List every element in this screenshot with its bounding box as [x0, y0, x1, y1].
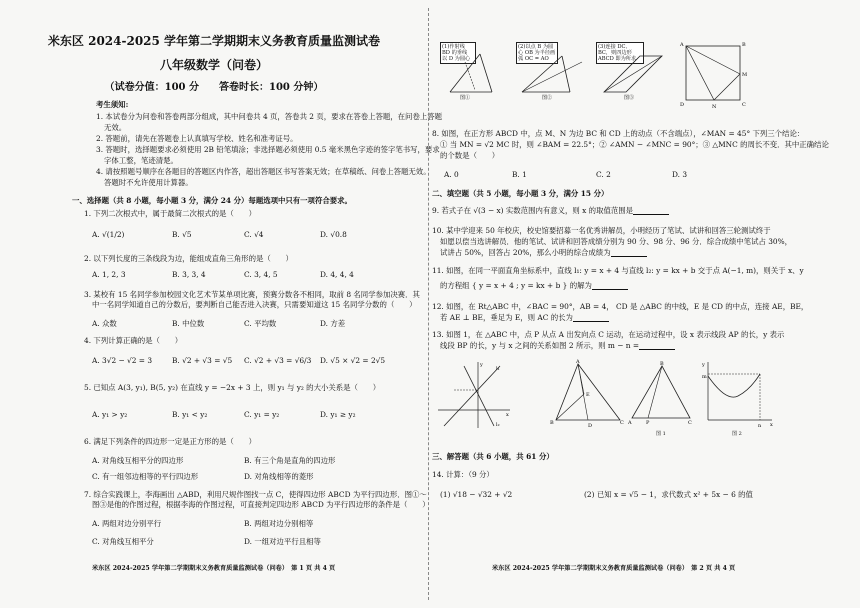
- svg-text:M: M: [742, 72, 748, 78]
- q1-option-b: B. √5: [172, 230, 192, 239]
- construction-figure-1: [440, 42, 502, 100]
- exam-subtitle: 八年级数学（问卷）: [159, 58, 268, 72]
- question-11-text: 的方程组 { y = x + 4 ; y = kx + b } 的解为: [440, 281, 592, 290]
- q8-option-a: A. 0: [444, 170, 459, 179]
- answer-blank: [611, 249, 647, 257]
- notice-line: 字体工整，笔迹清楚。: [104, 156, 178, 165]
- svg-text:B: B: [550, 420, 554, 426]
- section-2-heading: 二、填空题（共 5 小题，每小题 3 分，满分 15 分）: [432, 189, 609, 198]
- figure-2-caption: (2)以点 B 为圆心 OB 为半径画弧 OC = AO: [516, 42, 558, 64]
- question-8-line-3: 的个数是（ ）: [440, 151, 500, 160]
- svg-text:B: B: [660, 361, 664, 367]
- q6-option-c: C. 有一组邻边相等的平行四边形: [92, 472, 199, 481]
- svg-text:C: C: [688, 420, 692, 426]
- question-7-line-1: 7. 综合实践课上，李海画出 △ABD，利用尺规作图找一点 C，使得四边形 ABCD 为平行四边形．图①～: [84, 490, 427, 499]
- q5-option-d: D. y₁ ≥ y₂: [320, 410, 356, 419]
- svg-text:l₁: l₁: [496, 366, 500, 372]
- question-1: 1. 下列二次根式中，属于最简二次根式的是（ ）: [84, 209, 256, 218]
- page-2: [432, 0, 860, 608]
- q13-figure-2-graph: [700, 358, 776, 430]
- svg-text:C: C: [620, 420, 624, 426]
- question-11-line-2: [440, 281, 628, 290]
- q3-option-b: B. 中位数: [172, 319, 205, 328]
- q4-option-a: A. 3√2 − √2 = 3: [92, 356, 153, 365]
- svg-text:E: E: [586, 392, 590, 398]
- q13-figure-1: [628, 358, 698, 430]
- q4-option-d: D. √5 × √2 = 2√5: [320, 356, 386, 365]
- question-9-text: 9. 若式子在 √(3 − x) 实数范围内有意义，则 x 的取值范围是: [432, 206, 634, 215]
- q6-option-b: B. 有三个角是直角的四边形: [244, 456, 336, 465]
- section-1-heading: 一、选择题（共 8 小题，每小题 3 分，满分 24 分）每题选项中只有一项符合要求。: [72, 196, 352, 205]
- construction-figure-2: [512, 42, 592, 100]
- question-12-line-1: 12. 如图，在 Rt△ABC 中，∠BAC = 90°，AB = 4， CD 是 △ABC 的中线，E 是 CD 的中点，连接 AE，BE，: [432, 302, 809, 311]
- svg-text:y: y: [702, 362, 705, 368]
- question-8-line-2: ① 当 MN = √2 MC 时，则 ∠BAM = 22.5°；② ∠AMN − ∠MNC = 90°；③ △MNC 的周长不变．其中正确结论: [440, 140, 829, 149]
- question-4: 4. 下列计算正确的是（ ）: [84, 336, 183, 345]
- question-12-text: 若 AE ⊥ BE，垂足为 E，则 AC 的长为: [440, 313, 573, 322]
- question-3-line-2: 中一名同学知道自己的分数后，要判断自己能否进入决赛，只需要知道这 15 名同学分数的（ ）: [92, 300, 417, 309]
- q4-option-c: C. √2 + √3 = √6/3: [244, 356, 312, 365]
- q5-option-b: B. y₁ < y₂: [172, 410, 208, 419]
- question-10-text: 试讲占 50%，回答占 20%，那么小明的综合成绩为: [440, 248, 611, 257]
- q8-option-b: B. 1: [512, 170, 527, 179]
- q1-option-a: A. √(1/2): [92, 230, 125, 239]
- q2-option-d: D. 4, 4, 4: [320, 270, 354, 279]
- figure-3-label: 图③: [624, 95, 635, 101]
- notice-heading: 考生须知:: [96, 100, 129, 109]
- q3-option-d: D. 方差: [320, 319, 346, 328]
- page-footer: 米东区 2024-2025 学年第二学期期末义务教育质量监测试卷（问卷） 第 2 页 共 4 页: [492, 565, 736, 572]
- section-3-heading: 三、解答题（共 6 小题，共 61 分）: [432, 452, 554, 461]
- q3-option-a: A. 众数: [92, 319, 117, 328]
- page-divider: [428, 8, 430, 600]
- q4-option-b: B. √2 + √3 = √5: [172, 356, 233, 365]
- svg-text:l₂: l₂: [496, 422, 500, 428]
- q3-option-c: C. 平均数: [244, 319, 277, 328]
- question-13-line-1: 13. 如图 1，在 △ABC 中，点 P 从点 A 出发向点 C 运动，在运动过程中，设 x 表示线段 AP 的长，y 表示: [432, 330, 785, 339]
- question-14-part-2: (2) 已知 x = √5 − 1，求代数式 x² + 5x − 6 的值: [584, 490, 753, 499]
- q1-option-c: C. √4: [244, 230, 264, 239]
- question-10-line-1: 10. 某中学迎来 50 年校庆，校史馆要招募一名优秀讲解员，小明经历了笔试、试讲和回答三轮测试终于: [432, 226, 771, 235]
- figure-2-label: 图②: [542, 95, 553, 101]
- question-10-line-2: 如愿以偿当选讲解员．他的笔试、试讲和回答成绩分别为 90 分、98 分、96 分．综合成绩中笔试占 30%，: [440, 237, 793, 246]
- q5-option-c: C. y₁ = y₂: [244, 410, 280, 419]
- page-footer: 米东区 2024-2025 学年第二学期期末义务教育质量监测试卷（问卷） 第 1 页 共 4 页: [92, 565, 336, 572]
- svg-text:A: A: [576, 359, 580, 365]
- question-13-text: 线段 BP 的长，y 与 x 之间的关系如图 2 所示，则 m − n =: [440, 341, 640, 350]
- svg-text:x: x: [506, 412, 509, 418]
- question-10-line-3: [440, 248, 647, 257]
- figure-1-caption: (1)作射线 BD 的垂线 以 D 为圆心: [440, 42, 476, 64]
- svg-text:C: C: [742, 102, 746, 108]
- svg-text:A: A: [628, 420, 632, 426]
- question-8-line-1: 8. 如图，在正方形 ABCD 中，点 M、N 为边 BC 和 CD 上的动点（不含端点），∠MAN = 45° 下列三个结论：: [432, 129, 805, 138]
- notice-line: 2. 答题前，请先在答题卷上认真填写学校、姓名和准考证号。: [96, 134, 298, 143]
- answer-blank: [639, 342, 675, 350]
- figure-3-caption: (3)连接 DC、BC，则四边形 ABCD 即为所求: [596, 42, 644, 64]
- q6-option-d: D. 对角线相等的菱形: [244, 472, 314, 481]
- question-13-line-2: [440, 341, 675, 350]
- question-12-line-2: [440, 313, 609, 322]
- q1-option-d: D. √0.8: [320, 230, 347, 239]
- notice-line: 1. 本试卷分为问卷和答卷两部分组成，其中问卷共 4 页，答卷共 2 页，要求在答卷上答题，在问卷上答题: [96, 112, 443, 121]
- svg-text:B: B: [742, 42, 746, 48]
- svg-text:n: n: [758, 423, 762, 429]
- q11-line-graph: [434, 358, 514, 430]
- svg-text:A: A: [680, 42, 684, 48]
- square-abcd-figure: [678, 40, 748, 110]
- exam-title: 米东区 2024-2025 学年第二学期期末义务教育质量监测试卷: [47, 34, 381, 48]
- question-7-line-2: 图③是他的作图过程，根据李海的作图过程，可直接判定四边形 ABCD 为平行四边形的条件是（ ）: [92, 500, 430, 509]
- figure-3-drawing: [596, 42, 672, 100]
- q12-triangle-figure: [550, 358, 630, 430]
- q7-option-c: C. 对角线互相平分: [92, 537, 154, 546]
- question-11-line-1: 11. 如图，在同一平面直角坐标系中，直线 l₁: y = x + 4 与直线 l₂: y = kx + b 交于点 A(−1, m)，则关于 x、y: [432, 266, 804, 275]
- answer-blank: [633, 207, 669, 215]
- notice-line: 答题时不允许使用计算器。: [104, 178, 193, 187]
- q7-option-a: A. 两组对边分别平行: [92, 519, 162, 528]
- q5-option-a: A. y₁ > y₂: [92, 410, 128, 419]
- question-14: 14. 计算：（9 分）: [432, 470, 494, 479]
- construction-figure-3: [596, 42, 672, 100]
- figure-1-label: 图①: [460, 95, 471, 101]
- svg-text:P: P: [646, 420, 650, 426]
- svg-text:D: D: [680, 102, 685, 108]
- q7-option-d: D. 一组对边平行且相等: [244, 537, 321, 546]
- q6-option-a: A. 对角线互相平分的四边形: [92, 456, 184, 465]
- question-2: 2. 以下列长度的三条线段为边，能组成直角三角形的是（ ）: [84, 254, 293, 263]
- score-line: （试卷分值：100 分 答卷时长：100 分钟）: [104, 82, 324, 93]
- question-9: [432, 206, 669, 215]
- q2-option-c: C. 3, 4, 5: [244, 270, 278, 279]
- figure-2-drawing: [512, 42, 592, 100]
- q8-option-d: D. 3: [672, 170, 688, 179]
- answer-blank: [573, 314, 609, 322]
- q7-option-b: B. 两组对边分别相等: [244, 519, 314, 528]
- figure-1-caption-q13: 图 1: [656, 431, 666, 437]
- figure-2-caption-q13: 图 2: [732, 431, 742, 437]
- notice-line: 无效。: [104, 123, 127, 132]
- figure-1-drawing: [440, 42, 502, 100]
- svg-text:N: N: [712, 104, 717, 110]
- q2-option-b: B. 3, 3, 4: [172, 270, 206, 279]
- q2-option-a: A. 1, 2, 3: [92, 270, 126, 279]
- question-14-part-1: (1) √18 − √32 + √2: [440, 490, 513, 499]
- svg-text:D: D: [588, 423, 593, 429]
- q8-option-c: C. 2: [596, 170, 611, 179]
- notice-line: 3. 答题时，选择题要求必须使用 2B 铅笔填涂；非选择题必须使用 0.5 毫米黑色字迹的签字笔书写，要求: [96, 145, 440, 154]
- svg-text:x: x: [770, 422, 773, 428]
- answer-blank: [592, 282, 628, 290]
- question-6: 6. 满足下列条件的四边形一定是正方形的是（ ）: [84, 437, 256, 446]
- question-3-line-1: 3. 某校有 15 名同学参加校园文化艺术节某单项比赛，预赛分数各不相同，取前 8 名同学参加决赛．其: [84, 290, 420, 299]
- notice-line: 4. 请按照题号顺序在各题目的答题区内作答，超出答题区书写答案无效；在草稿纸、问卷上答题无效。: [96, 167, 431, 176]
- svg-text:y: y: [480, 362, 483, 368]
- svg-text:m: m: [702, 374, 707, 380]
- question-5: 5. 已知点 A(3, y₁), B(5, y₂) 在直线 y = −2x + 3 上，则 y₁ 与 y₂ 的大小关系是（ ）: [84, 383, 381, 392]
